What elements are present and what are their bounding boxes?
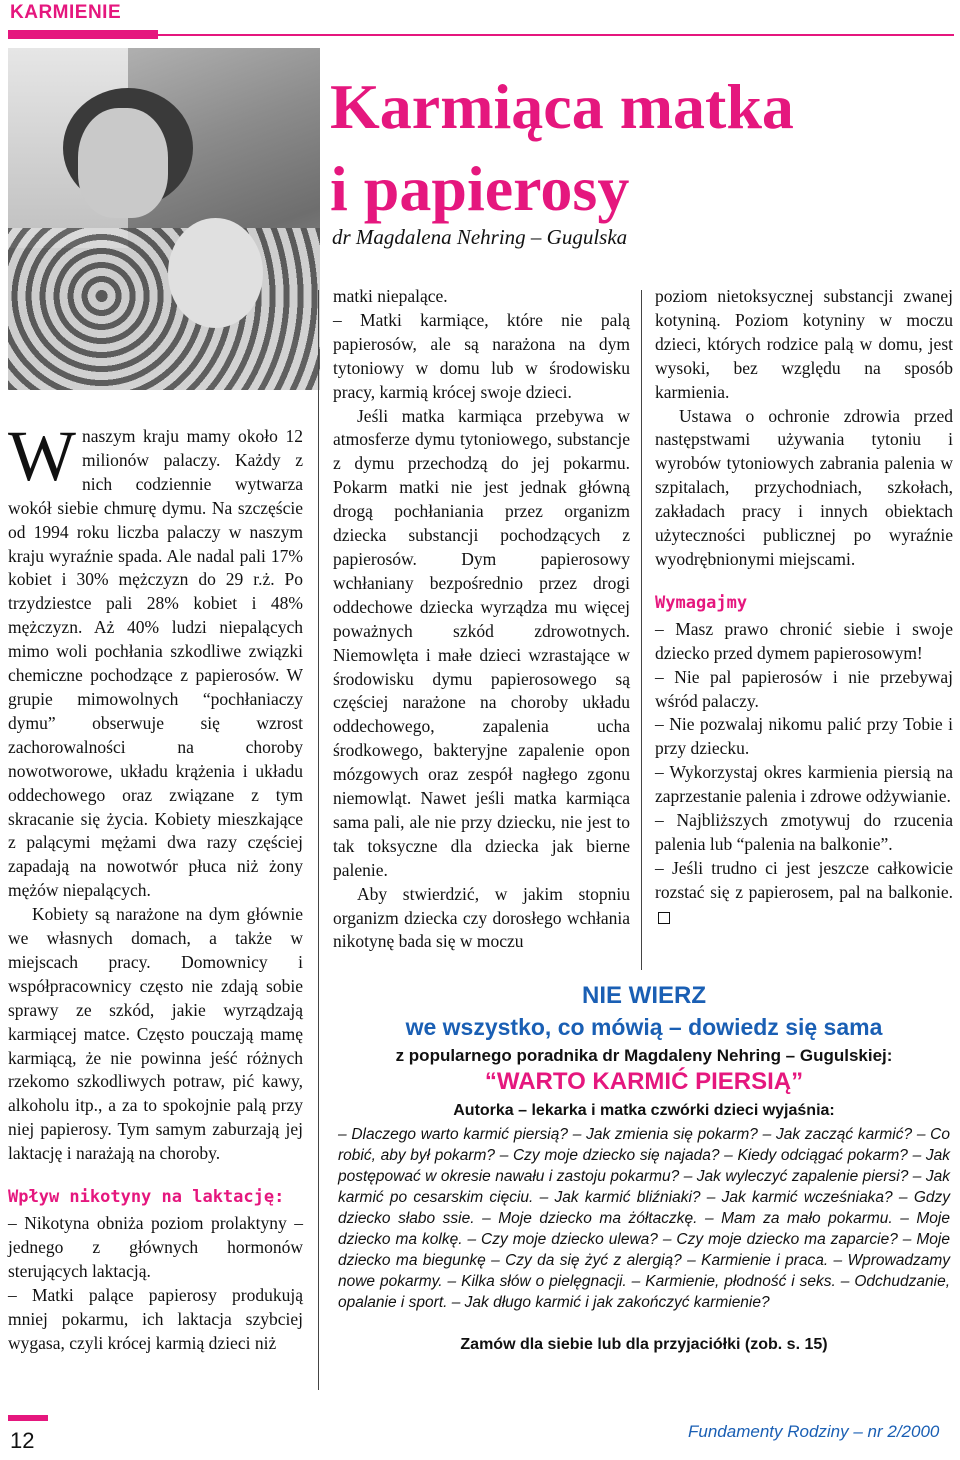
paragraph: poziom nietoksycznej substancji zwanej kotyniną. Poziom kotyniny w moczu dzieci, których rodzice palą w domu, jest wysoki, bez względu na sposób karmienia. — [655, 286, 953, 402]
paragraph: Kobiety są narażone na dym głównie we własnych domach, a także w miejscach pracy. Domownicy i współpracownicy często nie zdają sobie sprawy ze szkód, jakie wyrządzają karmiącej matce. Często pouczają mamę karmiącą, że nie powinna jeść różnych rzekomo szkodliwych potraw, pić kawy, alkoholu itp., a za to spokojnie palą przy niej papierosy. Tym samym zaburzają jej laktację i narażają na choroby. — [8, 904, 303, 1164]
paragraph: Wnaszym kraju mamy około 12 milionów palaczy. Każdy z nich codziennie wytwarza wokół siebie chmurę dymu. Na szczęście od 1994 roku liczba palaczy w naszym kraju wyraźnie spada. Ale nadal pali 17% kobiet i 30% mężczyzn do 29 r.ż. Po trzydziestce pali 28% kobiet i 48% mężczyzn. Aż 40% ludzi niepalących mimo woli pochłania szkodliwe związki chemiczne pochodzące z papierosów. W grupie mimowolnych “pochłaniaczy dymu” obserwuje się wzrost zachorowalności na choroby nowotworowe, układu krążenia i układu oddechowego oraz związane z tym skracanie się życia. Kobiety mieszkające z palącymi mężami dwa razy częściej zapadają na nowotwór płuca niż żony mężów niepalących. — [8, 416, 303, 901]
paragraph: Jeśli matka karmiąca przebywa w atmosferze dymu tytoniowego, substancje z dymu przechodzą do jej pokarmu. Pokarm matki nie jest jednak główną drogą pochłaniania przez organizm dziecka substancji pochodzących z papierosów. Dym papierosowy wchłaniany bezpośrednio przez drogi oddechowe dziecka wyrządza mu więcej poważnych szkód zdrowotnych. Niemowlęta i małe dzieci wzrastające w środowisku dymu papierosowego są częściej narażone na choroby układu oddechowego, zapalenia ucha środkowego, bakteryjne zapalenie opon mózgowych oraz zespół nagłego zgonu niemowląt. Nawet jeśli matka karmiąca sama pali, ale nie przy dziecku, nie jest to tak toksyczne dla dziecka jak bierne palenie. — [333, 405, 630, 880]
title-line-1: Karmiąca matka — [330, 71, 794, 142]
subheading: Wpływ nikotyny na laktację: — [8, 1187, 285, 1208]
list-item: – Nie pal papierosów i nie przebywaj wśród palaczy. — [655, 666, 953, 711]
article-title — [330, 66, 794, 230]
paragraph: Aby stwierdzić, w jakim stopniu organizm dziecka czy dorosłego wchłania nikotynę bada się w moczu — [333, 883, 630, 952]
column-3 — [655, 285, 953, 929]
dropcap: W — [8, 416, 76, 496]
title-line-2: i papierosy — [330, 153, 630, 224]
list-item: – Wykorzystaj okres karmienia piersią na zaprzestanie palenia i zdrowe odżywianie. — [655, 762, 953, 807]
header-rule — [158, 34, 954, 36]
promo-order: Zamów dla siebie lub dla przyjaciółki (zob. s. 15) — [460, 1336, 828, 1353]
list-item: – Nie pozwalaj nikomu palić przy Tobie i przy dziecku. — [655, 714, 953, 759]
book-title: “WARTO KARMIĆ PIERSIĄ” — [484, 1068, 804, 1095]
promo-intro: Autorka – lekarka i matka czwórki dzieci wyjaśnia: — [453, 1102, 835, 1119]
mother-baby-photo — [8, 48, 320, 390]
paragraph: – Nikotyna obniża poziom prolaktyny – jednego z głównych hormonów sterujących laktacją. — [8, 1213, 303, 1281]
column-1 — [8, 416, 303, 1355]
list-item: – Masz prawo chronić siebie i swoje dziecko przed dymem papierosowym! — [655, 618, 953, 663]
section-bar — [8, 30, 158, 39]
paragraph: matki niepalące. — [333, 286, 448, 306]
column-2 — [333, 285, 630, 954]
paragraph: Ustawa o ochronie zdrowia przed następstwami używania tytoniu i wyrobów tytoniowych zabrania palenia w szpitalach, przychodniach, szkołach, zakładach pracy i innych obiektach użyteczności publicznej po wyraźnie wyodrębnionymi miejscami. — [655, 405, 953, 569]
promo-headline: NIE WIERZ — [582, 982, 706, 1009]
section-label: KARMIENIE — [10, 2, 122, 23]
magazine-footer: Fundamenty Rodziny – nr 2/2000 — [688, 1422, 940, 1441]
subheading: Wymagajmy — [655, 592, 748, 613]
column-divider — [318, 290, 319, 1390]
book-promo-box — [330, 980, 958, 1385]
column-divider — [641, 290, 642, 970]
promo-topics: – Dlaczego warto karmić piersią? – Jak zmienia się pokarm? – Jak zacząć karmić? – Co robić, aby był pokarm? – Czy moje dziecko się najada? – Kiedy odciągać pokarm? – Jak postępować w okresie nawału i zastoju pokarmu? – Jak wyleczyć zapalenie piersi? – Jak karmić po cesarskim cięciu. – Jak karmić bliźniaki? – Jak karmić wcześniaka? – Gdzy dziecko słabo ssie. – Moje dziecko ma żółtaczkę. – Mam za mało pokarmu. – Moje dziecko ma kolkę. – Czy moje dziecko ulewa? – Czy moje dziecko ma zaparcie? – Moje dziecko ma biegunkę – Czy da się żyć z alergią? – Karmienie i praca. – Wprowadzamy nowe pokarmy. – Kilka słów o pielęgnacji. – Karmienie, płodność i seks. – Odchudzanie, opalanie i sport. – Jak długo karmić i jak zakończyć karmienie? — [338, 1126, 950, 1311]
end-mark-icon — [658, 912, 670, 924]
list-item: – Jeśli trudno ci jest jeszcze całkowicie rozstać się z papierosem, pal na balkonie. — [655, 857, 953, 929]
list-item: – Najbliższych zmotywuj do rzucenia palenia lub “palenia na balkonie”. — [655, 810, 953, 854]
promo-subheadline: we wszystko, co mówią – dowiedz się sama — [405, 1014, 883, 1040]
paragraph: – Matki karmiące, które nie palą papierosów, ale są narażona na dym tytoniowy w domu lub w środowisku pracy, karmią krócej swoje dzieci. — [333, 309, 630, 402]
page-number-bar — [8, 1415, 48, 1421]
page-number: 12 — [10, 1428, 35, 1453]
paragraph: – Matki palące papierosy produkują mniej pokarmu, ich laktacja szybciej wygasa, czyli krócej karmią dzieci niż — [8, 1284, 303, 1353]
article-author: dr Magdalena Nehring – Gugulska — [332, 225, 628, 249]
promo-source: z popularnego poradnika dr Magdaleny Nehring – Gugulskiej: — [395, 1046, 893, 1065]
